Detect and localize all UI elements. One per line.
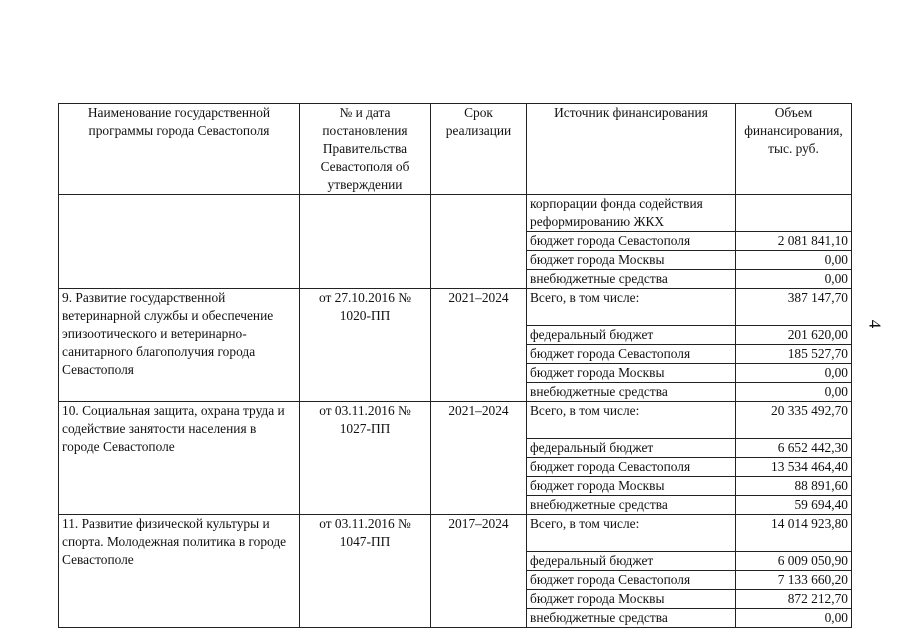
- program-name: 10. Социальная защита, охрана труда и содействие занятости населения в городе Севастополе: [59, 402, 300, 515]
- page-number: 4: [865, 319, 885, 329]
- value-cell: 20 335 492,70: [736, 402, 852, 439]
- value-cell: 0,00: [736, 383, 852, 402]
- value-cell: 872 212,70: [736, 590, 852, 609]
- value-cell: 7 133 660,20: [736, 571, 852, 590]
- value-cell: 6 652 442,30: [736, 439, 852, 458]
- program-decree: от 27.10.2016 № 1020-ПП: [300, 289, 431, 402]
- value-cell: 0,00: [736, 364, 852, 383]
- program-name: 11. Развитие физической культуры и спорта. Молодежная политика в городе Севастополе: [59, 515, 300, 628]
- header-program: Наименование государственной программы города Севастополя: [59, 104, 300, 195]
- cont-period-cell: [431, 195, 527, 289]
- program-row: [59, 515, 852, 552]
- program-period: 2021–2024: [431, 289, 527, 402]
- source-cell: Всего, в том числе:: [527, 515, 736, 552]
- cont-decree-cell: [300, 195, 431, 289]
- source-cell: бюджет города Севастополя: [527, 458, 736, 477]
- value-cell: 0,00: [736, 251, 852, 270]
- value-cell: 2 081 841,10: [736, 232, 852, 251]
- program-period: 2021–2024: [431, 402, 527, 515]
- program-decree: от 03.11.2016 № 1047-ПП: [300, 515, 431, 628]
- value-cell: 13 534 464,40: [736, 458, 852, 477]
- value-cell: 6 009 050,90: [736, 552, 852, 571]
- header-period: Срок реализации: [431, 104, 527, 195]
- value-cell: 185 527,70: [736, 345, 852, 364]
- source-cell: федеральный бюджет: [527, 326, 736, 345]
- source-cell: бюджет города Москвы: [527, 477, 736, 496]
- source-cell: федеральный бюджет: [527, 439, 736, 458]
- source-cell: внебюджетные средства: [527, 496, 736, 515]
- source-cell: бюджет города Севастополя: [527, 571, 736, 590]
- source-cell: корпорации фонда содействия реформированию ЖКХ: [527, 195, 736, 232]
- program-row: [59, 402, 852, 439]
- program-period: 2017–2024: [431, 515, 527, 628]
- value-cell: 0,00: [736, 270, 852, 289]
- source-cell: бюджет города Москвы: [527, 590, 736, 609]
- program-row: [59, 289, 852, 326]
- financing-table: [58, 103, 852, 628]
- header-volume: Объем финансирования, тыс. руб.: [736, 104, 852, 195]
- program-name: 9. Развитие государственной ветеринарной службы и обеспечение эпизоотического и ветеринарно-санитарного благополучия города Севастополя: [59, 289, 300, 402]
- header-decree: № и дата постановления Правительства Севастополя об утверждении: [300, 104, 431, 195]
- source-cell: Всего, в том числе:: [527, 289, 736, 326]
- header-source: Источник финансирования: [527, 104, 736, 195]
- value-cell: 387 147,70: [736, 289, 852, 326]
- value-cell: 88 891,60: [736, 477, 852, 496]
- source-cell: федеральный бюджет: [527, 552, 736, 571]
- value-cell: 14 014 923,80: [736, 515, 852, 552]
- table-row: [59, 195, 852, 232]
- source-cell: Всего, в том числе:: [527, 402, 736, 439]
- source-cell: бюджет города Севастополя: [527, 345, 736, 364]
- header-row: [59, 104, 852, 195]
- source-cell: бюджет города Севастополя: [527, 232, 736, 251]
- program-decree: от 03.11.2016 № 1027-ПП: [300, 402, 431, 515]
- source-cell: внебюджетные средства: [527, 383, 736, 402]
- value-cell: 0,00: [736, 609, 852, 628]
- value-cell: 201 620,00: [736, 326, 852, 345]
- value-cell: [736, 195, 852, 232]
- value-cell: 59 694,40: [736, 496, 852, 515]
- source-cell: внебюджетные средства: [527, 270, 736, 289]
- cont-program-cell: [59, 195, 300, 289]
- source-cell: внебюджетные средства: [527, 609, 736, 628]
- source-cell: бюджет города Москвы: [527, 251, 736, 270]
- source-cell: бюджет города Москвы: [527, 364, 736, 383]
